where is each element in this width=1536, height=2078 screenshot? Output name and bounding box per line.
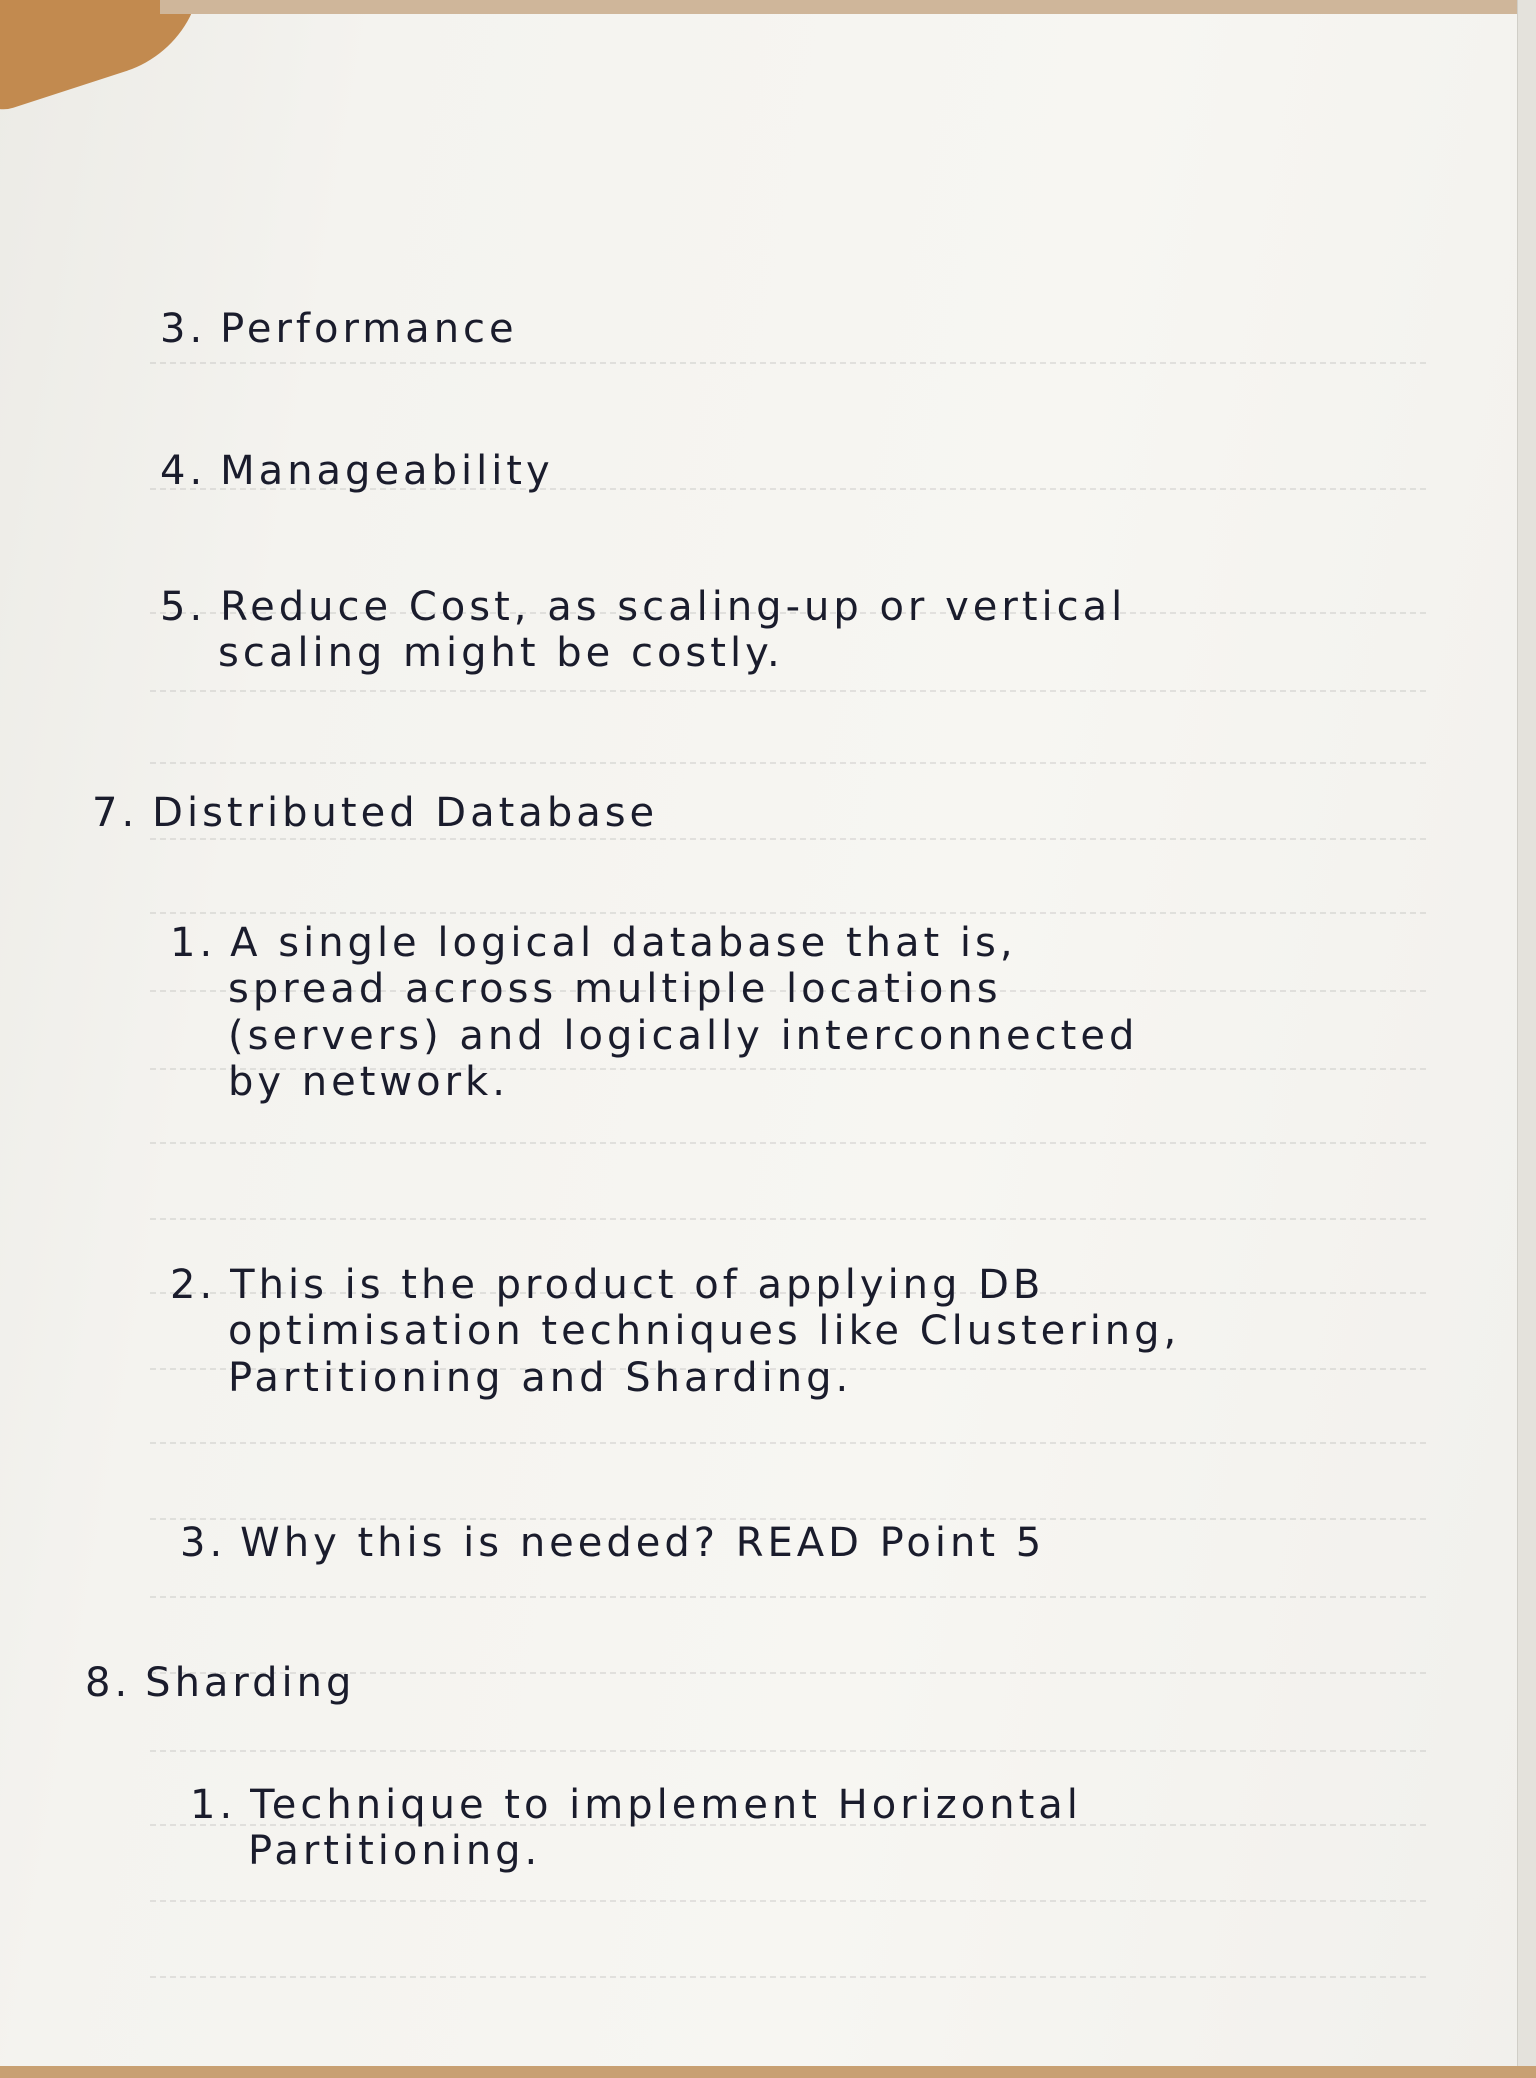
item-number: 1.: [170, 920, 217, 966]
item-line: Partitioning.: [248, 1828, 542, 1875]
ruled-line: [150, 762, 1426, 764]
paper-top-edge: [160, 0, 1536, 14]
ruled-line: [150, 1596, 1426, 1598]
ruled-line: [150, 690, 1426, 692]
item-number: 5.: [160, 584, 207, 630]
section-heading-distributed-database: [92, 790, 658, 836]
item-number: 3.: [180, 1520, 227, 1566]
ruled-line: [150, 912, 1426, 914]
ruled-line: [150, 1218, 1426, 1220]
list-item-manageability: [160, 448, 554, 494]
ruled-line: [150, 362, 1426, 364]
item-line: This is the product of applying DB: [230, 1262, 1045, 1308]
item-number: 3.: [160, 306, 207, 352]
item-number: 4.: [160, 448, 207, 494]
section-heading-sharding: [85, 1660, 355, 1706]
section-number: 7.: [92, 790, 139, 836]
list-item-optimisation: [170, 1262, 1180, 1401]
item-number: 2.: [170, 1262, 217, 1308]
item-line: by network.: [228, 1059, 509, 1106]
ruled-line: [150, 1900, 1426, 1902]
list-item-why-needed: [180, 1520, 1045, 1566]
item-line: A single logical database that is,: [230, 920, 1017, 966]
list-item-technique: [190, 1782, 1082, 1875]
item-line: scaling might be costly.: [218, 630, 784, 677]
ruled-line: [150, 1976, 1426, 1978]
item-line: Partitioning and Sharding.: [228, 1354, 853, 1401]
list-item-definition: [170, 920, 1138, 1106]
list-item-performance: [160, 306, 518, 352]
section-number: 8.: [85, 1660, 132, 1706]
ruled-line: [150, 1442, 1426, 1444]
item-line: Technique to implement Horizontal: [250, 1782, 1082, 1828]
item-line: spread across multiple locations: [228, 966, 1002, 1013]
item-number: 1.: [190, 1782, 237, 1828]
section-title: Sharding: [145, 1660, 356, 1706]
item-line: optimisation techniques like Clustering,: [228, 1308, 1181, 1355]
notebook-binding: [1517, 0, 1536, 2078]
item-text: Performance: [220, 306, 518, 352]
paper-corner-stain: [0, 0, 231, 117]
item-text: Manageability: [220, 448, 554, 494]
list-item-reduce-cost: [160, 584, 1126, 677]
paper-bottom-edge: [0, 2066, 1536, 2078]
section-title: Distributed Database: [152, 790, 659, 836]
ruled-line: [150, 1750, 1426, 1752]
item-line: Reduce Cost, as scaling-up or vertical: [220, 584, 1127, 630]
ruled-line: [150, 838, 1426, 840]
item-line: (servers) and logically interconnected: [228, 1012, 1139, 1059]
item-text: Why this is needed? READ Point 5: [240, 1520, 1046, 1566]
ruled-line: [150, 1142, 1426, 1144]
